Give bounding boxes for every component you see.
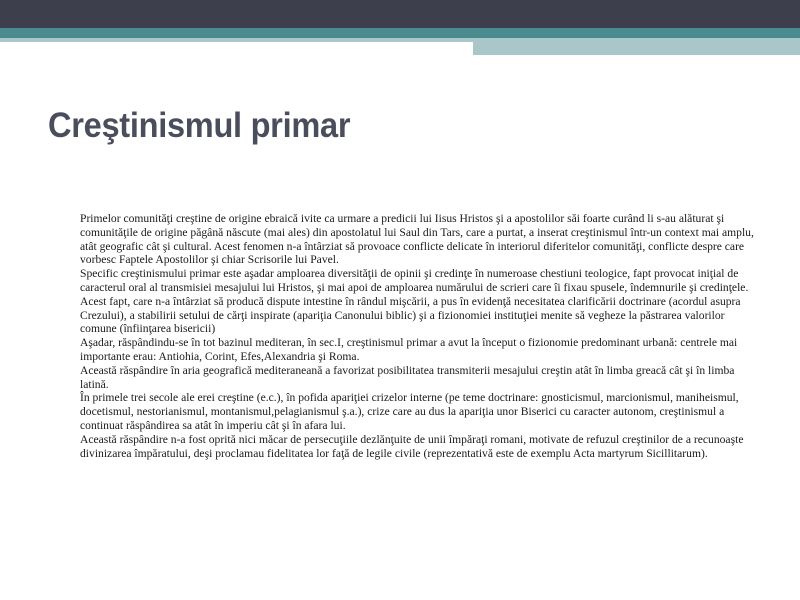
paragraph: Specific creştinismului primar este aşadar amploarea diversităţii de opinii şi credinţe în numeroase chestiuni teologice, fapt provocat iniţial de caracterul oral al transmisiei mesajului lui Hristos, şi mai apoi de amploarea numărului de scrieri care îi fixau spusele, îndemnurile şi credinţele. Acest fapt, care n-a întârziat să producă dispute intestine în rândul mişcării, a pus în evidenţă necesitatea clarificării doctrinare (acordul asupra Crezului), a stabilirii setului de cărţi inspirate (apariţia Canonului biblic) şi a fizionomiei instituţiei menite să vegheze la păstrarea valorilor comune (înfiinţarea bisericii) [80, 267, 749, 336]
slide-title: Creştinismul primar [48, 106, 351, 145]
header-band-teal [0, 28, 800, 38]
paragraph: Această răspândire în aria geografică mediteraneană a favorizat posibilitatea transmiterii mesajului creştin atât în limba greacă cât şi în limba latină. [80, 363, 735, 391]
slide-body [80, 212, 760, 460]
paragraph: Aşadar, răspândindu-se în tot bazinul mediteran, în sec.I, creştinismul primar a avut la început o fizionomie predominant urbană: centrele mai importante erau: Antiohia, Corint, Efes,Alexandria şi Roma. [80, 336, 738, 363]
header-band-light-right [473, 38, 800, 55]
header-band-light-left [0, 38, 473, 42]
paragraph: Această răspândire n-a fost oprită nici măcar de persecuţiile dezlănţuite de unii împăraţi romani, motivate de refuzul creştinilor de a recunoaşte divinizarea împăratului, deşi proclamau fidelitatea lor faţă de legile civile (reprezentativă este de exemplu Acta martyrum Sicillitarum). [80, 432, 744, 460]
header-band-dark [0, 0, 800, 28]
paragraph: În primele trei secole ale erei creştine (e.c.), în pofida apariţiei crizelor interne (pe teme doctrinare: gnosticismul, marcionismul, maniheismul, docetismul, nestorianismul, montanismul,pelagianismul ş.a.), crize care au dus la apariţia unor Biserici cu caracter autonom, creştinismul a continuat răspândirea sa atât în imperiu cât şi în afara lui. [80, 391, 739, 432]
paragraph: Primelor comunităţi creştine de origine ebraică ivite ca urmare a predicii lui Iisus Hristos şi a apostolilor săi foarte curând li s-au alăturat şi comunităţile de origine păgână născute (mai ales) din apostolatul lui Saul din Tars, care a purtat, a inserat creştinismul într-un context mai amplu, atât geografic cât şi cultural. Acest fenomen n-a întârziat să provoace conflicte delicate în interiorul diferitelor comunităţi, conflicte despre care vorbesc Faptele Apostolilor şi chiar Scrisorile lui Pavel. [80, 212, 754, 267]
